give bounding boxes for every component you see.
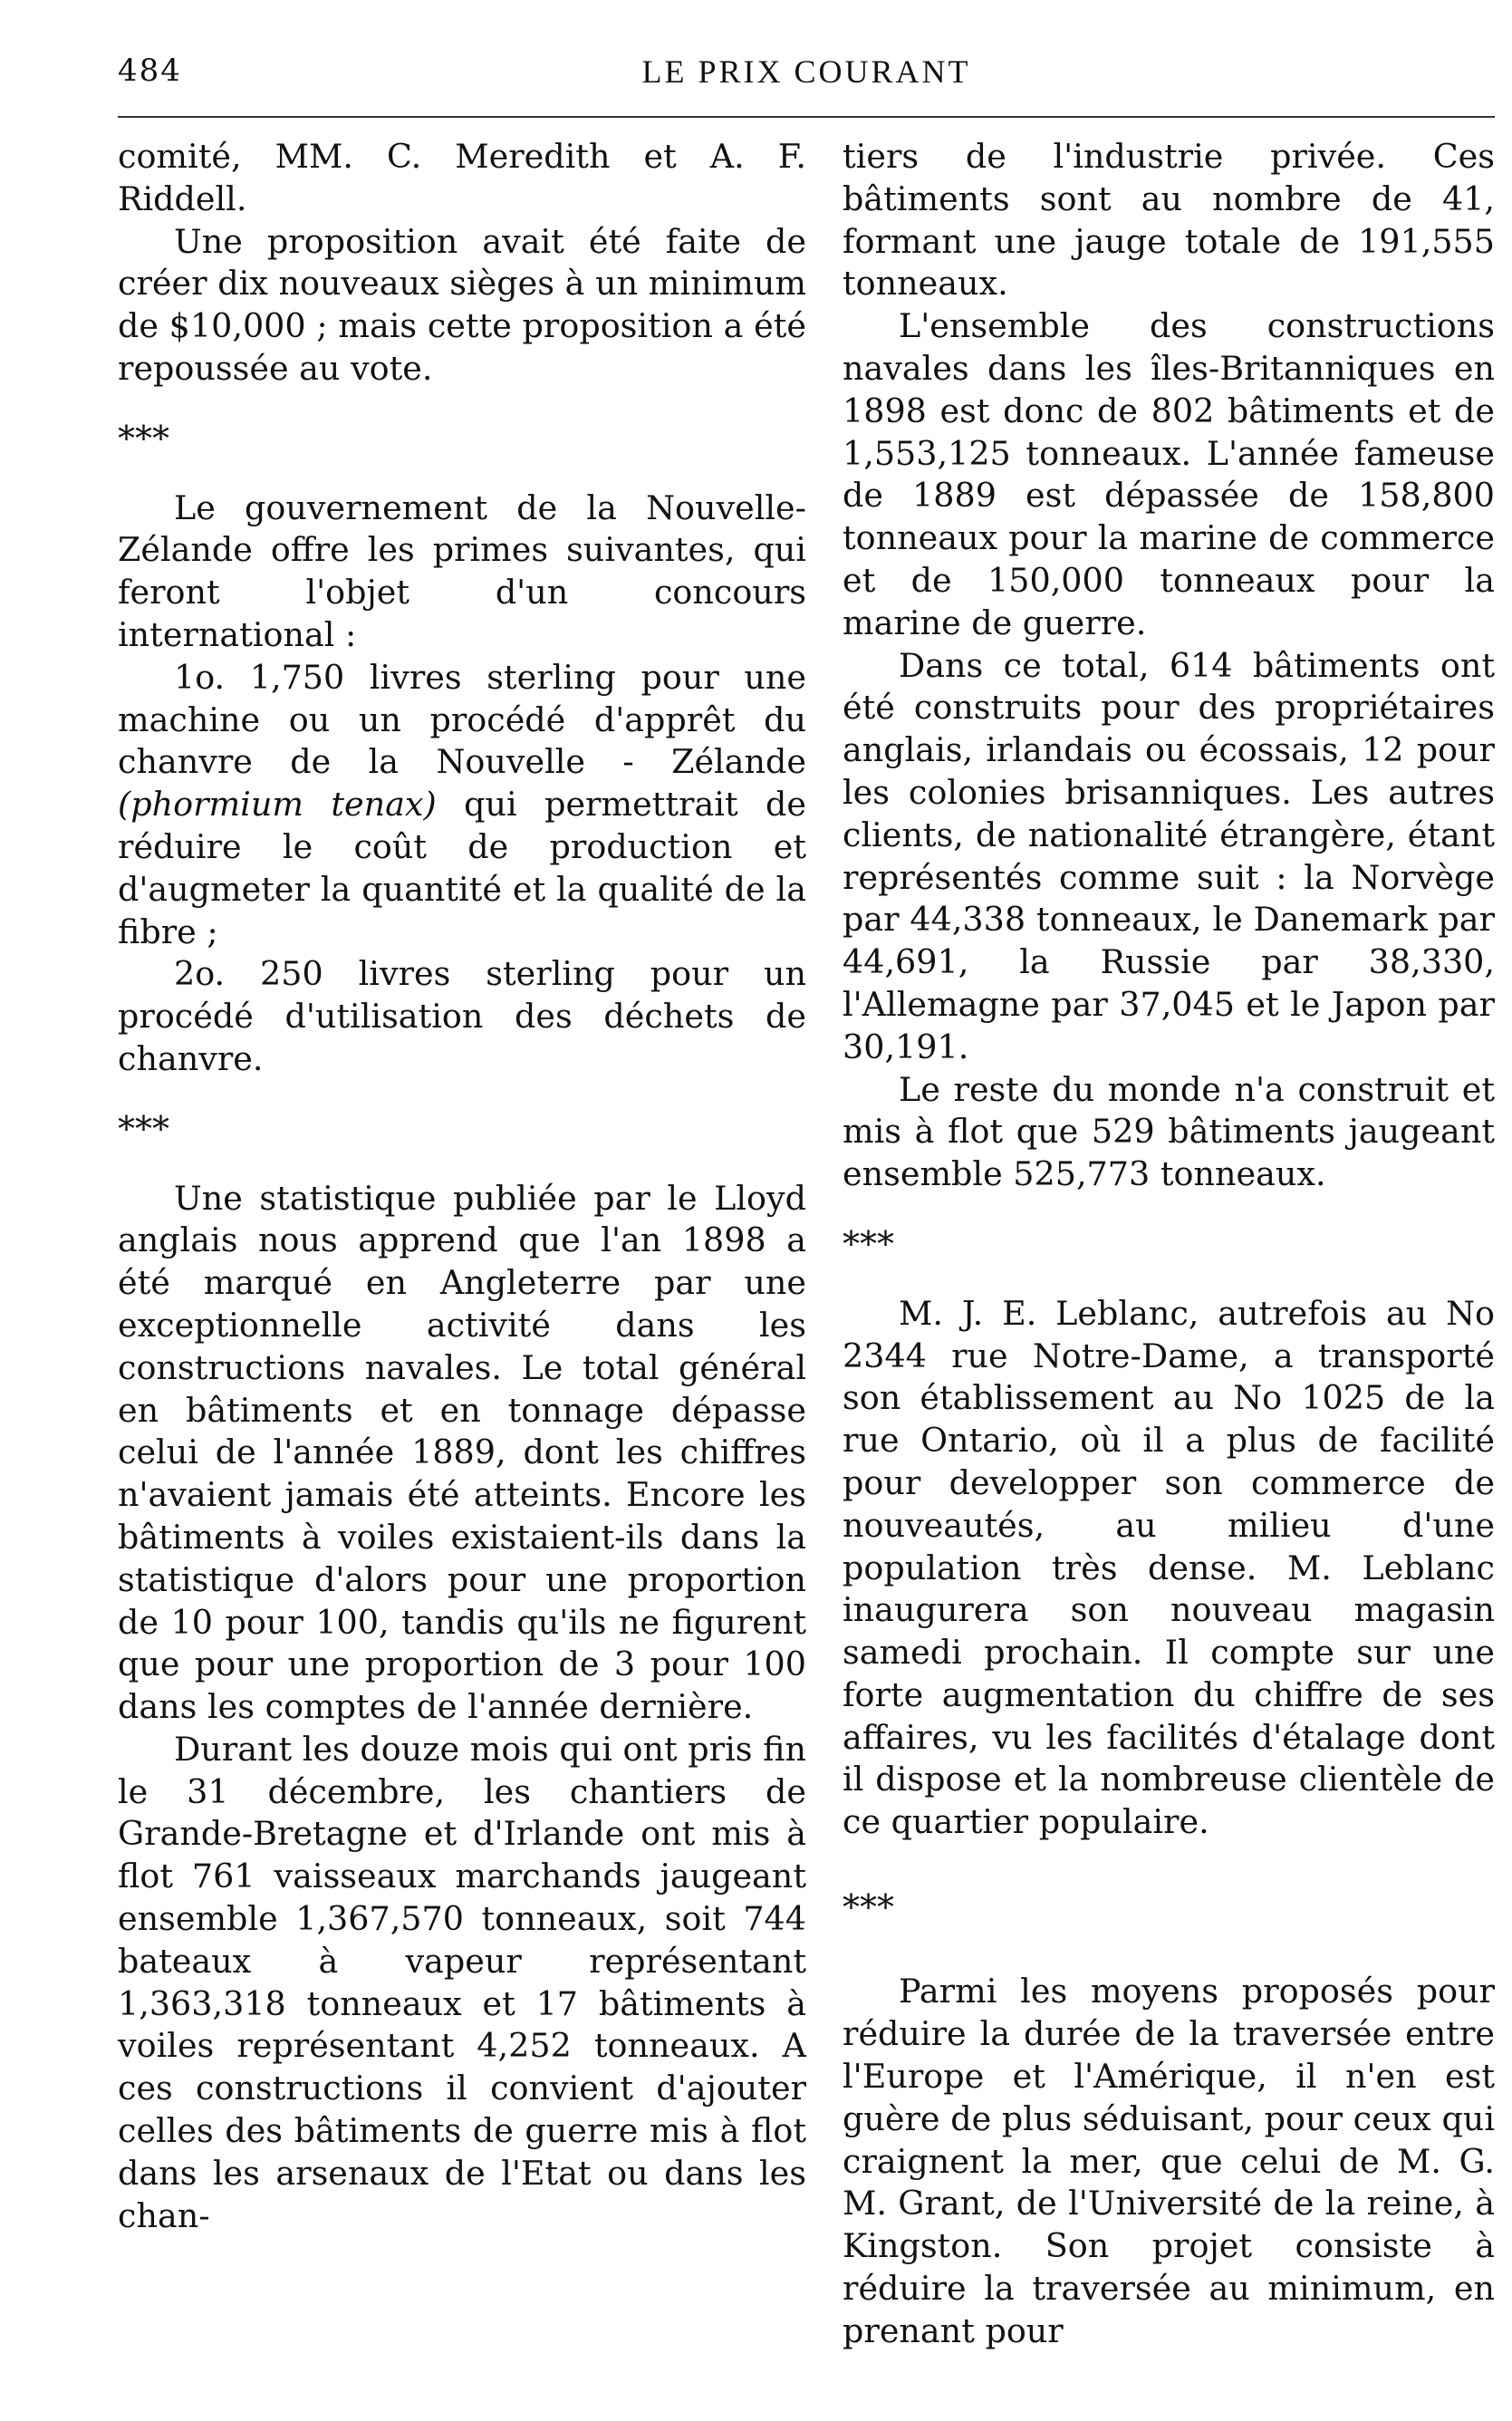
section-separator: *** [118, 418, 169, 458]
paragraph: Le gouvernement de la Nouvelle-Zélande offre les primes suivantes, qui feront l'objet d'un concours international : [118, 487, 806, 654]
left-column [118, 136, 806, 2237]
paragraph: Durant les douze mois qui ont pris fin le 31 décembre, les chantiers de Grande-Bretagne et d'Irlande ont mis à flot 761 vaisseaux marchands jaugeant ensemble 1,367,570 tonneaux, soit 744 bateaux à vapeur représentant 1,363,318 tonneaux et 17 bâtiments à voiles représentant 4,252 tonneaux. A ces constructions il convient d'ajouter celles des bâtiments de guerre mis à flot dans les arsenaux de l'Etat ou dans les chan- [118, 1729, 806, 2235]
paragraph: tiers de l'industrie privée. Ces bâtiments sont au nombre de 41, formant une jauge totale de 191,555 tonneaux. [843, 137, 1495, 304]
paragraph: Une statistique publiée par le Lloyd anglais nous apprend que l'an 1898 a été marqué en Angleterre par une exceptionnelle activité dans les constructions navales. Le total général en bâtiments et en tonnage dépasse celui de l'année 1889, dont les chiffres n'avaient jamais été atteints. Encore les bâtiments à voiles existaient-ils dans la statistique d'alors pour une proportion de 10 pour 100, tandis qu'ils ne figurent que pour une proportion de 3 pour 100 dans les comptes de l'année dernière. [118, 1178, 806, 1727]
paragraph: 2o. 250 livres sterling pour un procédé d'utilisation des déchets de chanvre. [118, 954, 806, 1078]
paragraph: Une proposition avait été faite de créer dix nouveaux sièges à un minimum de $10,000 ; mais cette proposition a été repoussée au vote. [118, 221, 806, 388]
italic-latin-name: (phormium tenax) [118, 785, 437, 825]
paragraph: Dans ce total, 614 bâtiments ont été construits pour des propriétaires anglais, irlandais ou écossais, 12 pour les colonies brisanniques. Les autres clients, de nationalité étrangère, étant représentés comme suit : la Norvège par 44,338 tonneaux, le Danemark par 44,691, la Russie par 38,330, l'Allemagne par 37,045 et le Japon par 30,191. [843, 645, 1495, 1066]
paragraph: Parmi les moyens proposés pour réduire la durée de la traversée entre l'Europe et l'Amérique, il n'en est guère de plus séduisant, pour ceux qui craignent la mer, que celui de M. G. M. Grant, de l'Université de la reine, à Kingston. Son projet consiste à réduire la traversée au minimum, en prenant pour [843, 1972, 1495, 2350]
running-title: LE PRIX COURANT [641, 53, 971, 90]
section-separator: *** [118, 1108, 169, 1149]
paragraph-text: qui permettrait de réduire le coût de production et d'augmeter la quantité et la qualité de la fibre ; [118, 785, 806, 951]
paragraph [118, 657, 806, 954]
section-separator: *** [843, 1223, 894, 1264]
paragraph: Le reste du monde n'a construit et mis à flot que 529 bâtiments jaugeant ensemble 525,773 tonneaux. [843, 1069, 1495, 1194]
section-separator: *** [843, 1886, 894, 1927]
paragraph-text: 1o. 1,750 livres sterling pour une machine ou un procédé d'apprêt du chanvre de la Nouvelle - Zélande [118, 657, 806, 782]
right-column [843, 136, 1495, 2353]
paragraph: M. J. E. Leblanc, autrefois au No 2344 rue Notre-Dame, a transporté son établissement au No 1025 de la rue Ontario, où il a plus de facilité pour developper son commerce de nouveautés, au milieu d'une population très dense. M. Leblanc inaugurera son nouveau magasin samedi prochain. Il compte sur une forte augmentation du chiffre de ses affaires, vu les facilités d'étalage dont il dispose et la nombreuse clientèle de ce quartier populaire. [843, 1293, 1495, 1842]
page-header [118, 53, 1495, 107]
paragraph: comité, MM. C. Meredith et A. F. Riddell. [118, 137, 806, 218]
page-number: 484 [118, 53, 182, 89]
paragraph: L'ensemble des constructions navales dans les îles-Britanniques en 1898 est donc de 802 bâtiments et de 1,553,125 tonneaux. L'année fameuse de 1889 est dépassée de 158,800 tonneaux pour la marine de commerce et de 150,000 tonneaux pour la marine de guerre. [843, 306, 1495, 642]
header-rule [118, 116, 1495, 118]
